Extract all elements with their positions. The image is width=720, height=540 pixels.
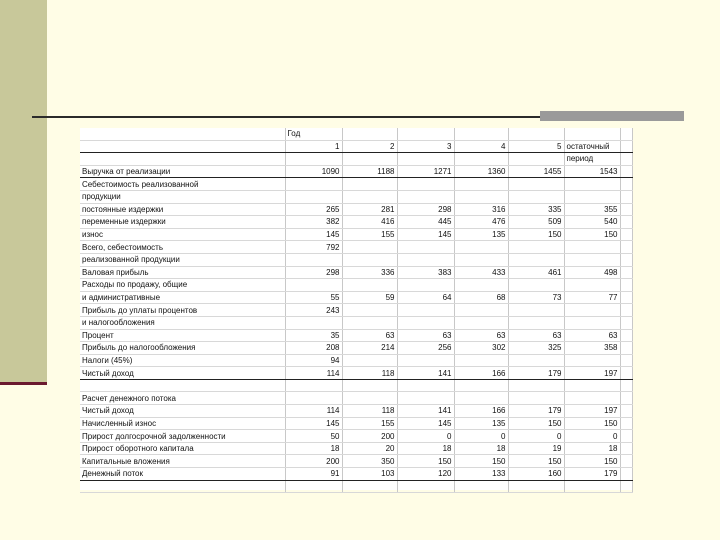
row-value xyxy=(397,379,454,392)
table-row xyxy=(80,216,632,229)
table-row xyxy=(80,379,632,392)
table-row xyxy=(80,203,632,216)
row-value xyxy=(397,241,454,254)
row-value: 150 xyxy=(454,455,508,468)
row-value xyxy=(342,304,397,317)
row-value xyxy=(285,253,342,266)
row-value xyxy=(454,190,508,203)
table-row xyxy=(80,304,632,317)
row-label: Валовая прибыль xyxy=(80,266,285,279)
period-1: 1 xyxy=(285,140,342,153)
row-value: 55 xyxy=(285,291,342,304)
row-value xyxy=(342,354,397,367)
row-value: 64 xyxy=(397,291,454,304)
row-value xyxy=(342,480,397,493)
row-value xyxy=(285,379,342,392)
row-value xyxy=(564,392,620,405)
row-label: переменные издержки xyxy=(80,216,285,229)
row-value: 336 xyxy=(342,266,397,279)
row-value: 133 xyxy=(454,468,508,481)
year-label: Год xyxy=(285,128,342,140)
table-row xyxy=(80,392,632,405)
row-label: и налогообложения xyxy=(80,316,285,329)
row-value: 91 xyxy=(285,468,342,481)
row-value: 59 xyxy=(342,291,397,304)
row-value xyxy=(285,190,342,203)
row-value: 256 xyxy=(397,342,454,355)
row-value xyxy=(454,304,508,317)
row-value xyxy=(508,379,564,392)
row-value: 1360 xyxy=(454,165,508,178)
row-value xyxy=(342,316,397,329)
row-label xyxy=(80,379,285,392)
row-label: Прирост долгосрочной задолженности xyxy=(80,430,285,443)
row-value: 298 xyxy=(285,266,342,279)
row-label: Расчет денежного потока xyxy=(80,392,285,405)
header-blank xyxy=(80,128,285,140)
row-label: Прирост оборотного капитала xyxy=(80,442,285,455)
table-row xyxy=(80,316,632,329)
row-value: 265 xyxy=(285,203,342,216)
row-value: 141 xyxy=(397,405,454,418)
row-value: 1543 xyxy=(564,165,620,178)
row-value: 68 xyxy=(454,291,508,304)
table-row xyxy=(80,329,632,342)
row-value: 35 xyxy=(285,329,342,342)
row-value: 335 xyxy=(508,203,564,216)
row-value: 179 xyxy=(508,367,564,380)
row-label: Себестоимость реализованной xyxy=(80,178,285,191)
row-value: 120 xyxy=(397,468,454,481)
left-decor-bar xyxy=(0,0,47,384)
row-label: износ xyxy=(80,228,285,241)
row-value xyxy=(564,304,620,317)
row-value xyxy=(342,190,397,203)
row-value xyxy=(397,178,454,191)
row-label: Чистый доход xyxy=(80,405,285,418)
row-value: 1271 xyxy=(397,165,454,178)
row-value xyxy=(285,392,342,405)
row-value: 208 xyxy=(285,342,342,355)
row-value: 150 xyxy=(397,455,454,468)
row-value: 135 xyxy=(454,228,508,241)
row-label: продукции xyxy=(80,190,285,203)
period-5: 5 xyxy=(508,140,564,153)
table-row xyxy=(80,241,632,254)
row-value: 20 xyxy=(342,442,397,455)
header-row xyxy=(80,128,632,140)
row-value xyxy=(564,316,620,329)
row-value xyxy=(397,392,454,405)
row-value: 302 xyxy=(454,342,508,355)
row-value xyxy=(508,178,564,191)
row-value xyxy=(564,379,620,392)
row-value: 18 xyxy=(285,442,342,455)
row-value: 141 xyxy=(397,367,454,380)
row-value: 155 xyxy=(342,228,397,241)
table-row xyxy=(80,291,632,304)
row-value xyxy=(454,379,508,392)
row-value xyxy=(342,253,397,266)
row-value xyxy=(397,253,454,266)
row-value: 145 xyxy=(285,228,342,241)
row-value: 63 xyxy=(454,329,508,342)
row-label: Налоги (45%) xyxy=(80,354,285,367)
table-row xyxy=(80,430,632,443)
table-row xyxy=(80,354,632,367)
row-value: 433 xyxy=(454,266,508,279)
table-row xyxy=(80,455,632,468)
row-value xyxy=(285,279,342,292)
row-value xyxy=(508,253,564,266)
table-row xyxy=(80,367,632,380)
row-label: Расходы по продажу, общие xyxy=(80,279,285,292)
row-value xyxy=(397,304,454,317)
row-value xyxy=(285,480,342,493)
row-value xyxy=(508,316,564,329)
row-value: 498 xyxy=(564,266,620,279)
row-value: 103 xyxy=(342,468,397,481)
row-value: 145 xyxy=(397,228,454,241)
row-value xyxy=(508,354,564,367)
table-row xyxy=(80,468,632,481)
row-value: 0 xyxy=(564,430,620,443)
row-value: 0 xyxy=(397,430,454,443)
row-value xyxy=(454,480,508,493)
row-value: 792 xyxy=(285,241,342,254)
row-value: 155 xyxy=(342,417,397,430)
row-value: 94 xyxy=(285,354,342,367)
row-value xyxy=(508,190,564,203)
row-value: 350 xyxy=(342,455,397,468)
row-value xyxy=(454,178,508,191)
table-row xyxy=(80,266,632,279)
period-row xyxy=(80,140,632,153)
row-value: 18 xyxy=(397,442,454,455)
spreadsheet-table xyxy=(80,128,632,490)
row-value xyxy=(342,392,397,405)
row-value xyxy=(454,392,508,405)
row-value xyxy=(397,316,454,329)
period-3: 3 xyxy=(397,140,454,153)
period-4: 4 xyxy=(454,140,508,153)
row-label: Чистый доход xyxy=(80,367,285,380)
terminal-period-label-2: период xyxy=(564,153,620,166)
row-value: 166 xyxy=(454,405,508,418)
table-row xyxy=(80,417,632,430)
table-row xyxy=(80,442,632,455)
row-value: 150 xyxy=(564,417,620,430)
row-value xyxy=(342,279,397,292)
row-label: Прибыль до уплаты процентов xyxy=(80,304,285,317)
row-value: 358 xyxy=(564,342,620,355)
row-value xyxy=(397,279,454,292)
row-value: 150 xyxy=(564,228,620,241)
row-value: 63 xyxy=(564,329,620,342)
row-value: 179 xyxy=(564,468,620,481)
row-value: 18 xyxy=(564,442,620,455)
row-value: 1455 xyxy=(508,165,564,178)
row-label: Капитальные вложения xyxy=(80,455,285,468)
row-value xyxy=(342,379,397,392)
row-value: 197 xyxy=(564,405,620,418)
row-value: 540 xyxy=(564,216,620,229)
row-value: 383 xyxy=(397,266,454,279)
row-value xyxy=(508,480,564,493)
row-value xyxy=(454,279,508,292)
table-row xyxy=(80,178,632,191)
table-row xyxy=(80,279,632,292)
row-value: 77 xyxy=(564,291,620,304)
row-value xyxy=(508,279,564,292)
row-value xyxy=(285,316,342,329)
row-value xyxy=(397,480,454,493)
row-value: 114 xyxy=(285,405,342,418)
row-value: 200 xyxy=(285,455,342,468)
row-value xyxy=(397,190,454,203)
row-value: 166 xyxy=(454,367,508,380)
row-value xyxy=(508,304,564,317)
row-label: Начисленный износ xyxy=(80,417,285,430)
row-value: 19 xyxy=(508,442,564,455)
row-value: 197 xyxy=(564,367,620,380)
row-value: 114 xyxy=(285,367,342,380)
cash-flow-grid xyxy=(80,128,633,493)
table-row xyxy=(80,190,632,203)
row-value: 118 xyxy=(342,367,397,380)
row-value: 145 xyxy=(285,417,342,430)
row-label: постоянные издержки xyxy=(80,203,285,216)
row-value: 0 xyxy=(508,430,564,443)
row-value xyxy=(285,178,342,191)
row-label: реализованной продукции xyxy=(80,253,285,266)
row-value: 243 xyxy=(285,304,342,317)
row-value: 1188 xyxy=(342,165,397,178)
row-value: 325 xyxy=(508,342,564,355)
row-value: 63 xyxy=(508,329,564,342)
top-decor-block xyxy=(540,111,684,121)
row-value: 416 xyxy=(342,216,397,229)
row-value: 298 xyxy=(397,203,454,216)
period-2: 2 xyxy=(342,140,397,153)
row-label: Процент xyxy=(80,329,285,342)
row-value xyxy=(454,241,508,254)
row-value: 476 xyxy=(454,216,508,229)
table-row xyxy=(80,342,632,355)
row-value: 461 xyxy=(508,266,564,279)
row-value: 63 xyxy=(342,329,397,342)
row-value: 145 xyxy=(397,417,454,430)
row-value xyxy=(564,253,620,266)
row-value xyxy=(397,354,454,367)
row-value xyxy=(454,316,508,329)
row-label: Прибыль до налогообложения xyxy=(80,342,285,355)
row-value: 118 xyxy=(342,405,397,418)
row-value: 355 xyxy=(564,203,620,216)
row-value: 160 xyxy=(508,468,564,481)
row-value xyxy=(454,253,508,266)
row-value: 73 xyxy=(508,291,564,304)
row-value: 382 xyxy=(285,216,342,229)
row-value: 150 xyxy=(508,228,564,241)
row-value: 1090 xyxy=(285,165,342,178)
row-value: 150 xyxy=(508,417,564,430)
row-value: 150 xyxy=(508,455,564,468)
row-value xyxy=(454,354,508,367)
row-value xyxy=(342,178,397,191)
row-value xyxy=(564,354,620,367)
row-value: 18 xyxy=(454,442,508,455)
table-row xyxy=(80,228,632,241)
terminal-period-label: остаточный xyxy=(564,140,620,153)
period-row-2 xyxy=(80,153,632,166)
row-value: 135 xyxy=(454,417,508,430)
row-value: 63 xyxy=(397,329,454,342)
row-value xyxy=(564,279,620,292)
row-value xyxy=(342,241,397,254)
table-row xyxy=(80,405,632,418)
row-label: Выручка от реализации xyxy=(80,165,285,178)
table-row xyxy=(80,165,632,178)
row-value xyxy=(508,241,564,254)
row-value: 214 xyxy=(342,342,397,355)
row-value: 50 xyxy=(285,430,342,443)
row-label: и административные xyxy=(80,291,285,304)
row-label xyxy=(80,480,285,493)
table-row xyxy=(80,480,632,493)
row-label: Всего, себестоимость xyxy=(80,241,285,254)
row-value: 509 xyxy=(508,216,564,229)
table-row xyxy=(80,253,632,266)
row-value: 179 xyxy=(508,405,564,418)
row-value: 0 xyxy=(454,430,508,443)
row-value: 445 xyxy=(397,216,454,229)
row-value xyxy=(564,178,620,191)
row-value: 200 xyxy=(342,430,397,443)
row-label: Денежный поток xyxy=(80,468,285,481)
row-value xyxy=(508,392,564,405)
row-value: 150 xyxy=(564,455,620,468)
row-value: 281 xyxy=(342,203,397,216)
left-decor-line xyxy=(0,382,47,385)
row-value: 316 xyxy=(454,203,508,216)
row-value xyxy=(564,241,620,254)
row-value xyxy=(564,190,620,203)
row-value xyxy=(564,480,620,493)
